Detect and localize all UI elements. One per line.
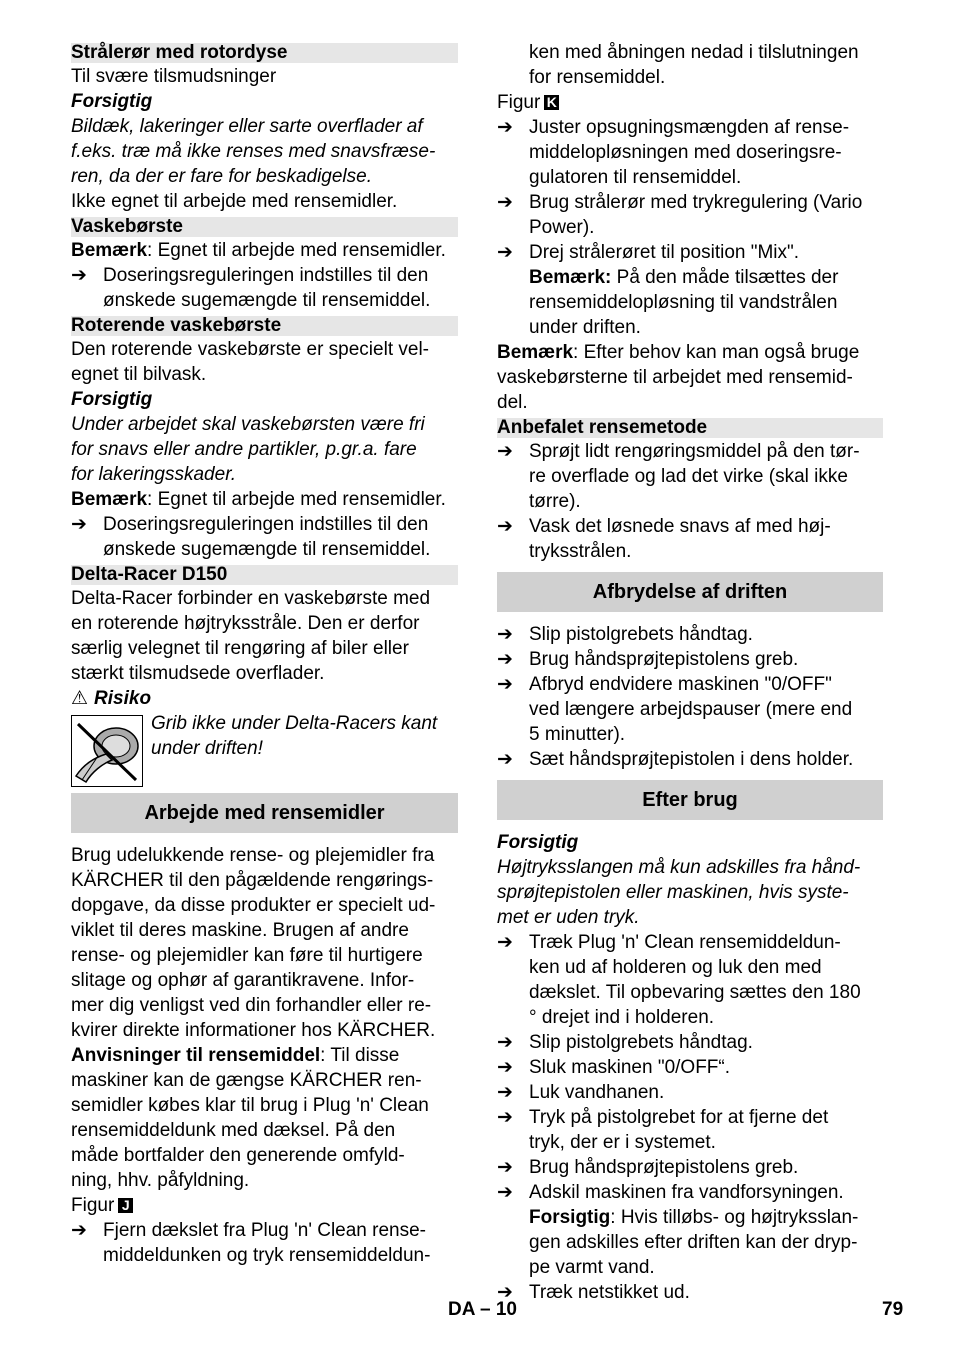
paragraph: Ikke egnet til arbejde med rensemidler. — [71, 191, 398, 212]
page-number: 79 — [882, 1299, 904, 1320]
section-heading-roterende: Roterende vaskebørste — [71, 316, 458, 336]
arrow-icon: ➔ — [497, 242, 513, 263]
step-text: Juster opsugningsmængden af rense- — [529, 117, 850, 138]
arrow-icon: ➔ — [497, 192, 513, 213]
note — [71, 238, 458, 263]
paragraph: rensemiddeldunk med dæksel. På den — [71, 1120, 396, 1141]
section-heading-rotordyse: Strålerør med rotordyse — [71, 43, 458, 63]
figure-label: Figur — [71, 1195, 115, 1216]
footer-section-label: DA – 10 — [448, 1299, 517, 1320]
arrow-icon: ➔ — [71, 1220, 87, 1241]
step-text: tryksstrålen. — [529, 541, 632, 562]
caution-text: sprøjtepistolen eller maskinen, hvis syste- — [497, 882, 849, 903]
section-heading-rensemetode: Anbefalet rensemetode — [497, 418, 883, 438]
note-text: : Egnet til arbejde med rensemidler. — [147, 240, 446, 261]
arrow-icon: ➔ — [71, 265, 87, 286]
caution-text: f.eks. træ må ikke renses med snavsfræse- — [71, 141, 436, 162]
step-text: dækslet. Til opbevaring sættes den 180 — [529, 982, 861, 1003]
arrow-icon: ➔ — [497, 1282, 513, 1303]
step-text: ° drejet ind i holderen. — [529, 1007, 715, 1028]
step-text: ønskede sugemængde til rensemiddel. — [103, 290, 431, 311]
paragraph: Til svære tilsmudsninger — [71, 66, 277, 87]
step-text: ken ud af holderen og luk den med — [529, 957, 822, 978]
paragraph: rense- og plejemidler kan føre til hurtigere — [71, 945, 423, 966]
step-text: Luk vandhanen. — [529, 1082, 665, 1103]
step-text: pe varmt vand. — [529, 1257, 655, 1278]
step-text: Træk netstikket ud. — [529, 1282, 690, 1303]
note-text: På den måde tilsættes der — [611, 267, 839, 288]
arrow-icon: ➔ — [497, 674, 513, 695]
paragraph: en roterende højtryksstråle. Den er derfor — [71, 613, 420, 634]
step-text: 5 minutter). — [529, 724, 626, 745]
step-text: Adskil maskinen fra vandforsyningen. — [529, 1182, 844, 1203]
step-item — [497, 622, 883, 647]
caution-text: for lakeringsskader. — [71, 464, 237, 485]
caution-text: Højtryksslangen må kun adskilles fra hånd- — [497, 857, 861, 878]
caution-text: Bildæk, lakeringer eller sarte overflader af — [71, 116, 423, 137]
step-text: tørre). — [529, 491, 581, 512]
step-item — [497, 1155, 883, 1180]
arrow-icon: ➔ — [497, 1107, 513, 1128]
figure-letter-badge: K — [544, 95, 559, 110]
step-item — [71, 512, 458, 562]
step-text: tryk, der er i systemet. — [529, 1132, 716, 1153]
step-text: gen adskilles efter driften kan der dryp- — [529, 1232, 858, 1253]
caution-label: Forsigtig — [529, 1207, 611, 1228]
paragraph: kvirer direkte informationer hos KÄRCHER. — [71, 1020, 436, 1041]
note-label: Bemærk: — [529, 267, 612, 288]
step-text: gulatoren til rensemiddel. — [529, 167, 742, 188]
caution-label: Forsigtig — [71, 389, 153, 410]
step-item — [497, 672, 883, 747]
arrow-icon: ➔ — [497, 1032, 513, 1053]
section-heading-efter-brug: Efter brug — [497, 780, 883, 820]
paragraph: KÄRCHER til den pågældende rengørings- — [71, 870, 434, 891]
note — [497, 340, 883, 365]
arrow-icon: ➔ — [497, 1057, 513, 1078]
step-text: Slip pistolgrebets håndtag. — [529, 624, 753, 645]
paragraph: Delta-Racer forbinder en vaskebørste med — [71, 588, 431, 609]
risk-text: Grib ikke under Delta-Racers kant — [151, 713, 438, 734]
paragraph: Den roterende vaskebørste er specielt vel- — [71, 339, 429, 360]
paragraph: mer dig venligst ved din forhandler eller re- — [71, 995, 432, 1016]
step-text: Drej strålerøret til position "Mix". — [529, 242, 800, 263]
arrow-icon: ➔ — [497, 1182, 513, 1203]
step-text: Vask det løsnede snavs af med høj- — [529, 516, 831, 537]
step-text: middeldunken og tryk rensemiddeldun- — [103, 1245, 431, 1266]
step-text: Sluk maskinen "0/OFF“. — [529, 1057, 731, 1078]
paragraph: måde bortfalder den generende omfyld- — [71, 1145, 405, 1166]
risk-text: under driften! — [151, 738, 263, 759]
step-item — [71, 1218, 458, 1268]
paragraph: viklet til deres maskine. Brugen af andre — [71, 920, 409, 941]
step-text: ved længere arbejdspauser (mere end — [529, 699, 853, 720]
step-text: ønskede sugemængde til rensemiddel. — [103, 539, 431, 560]
arrow-icon: ➔ — [497, 441, 513, 462]
step-item — [497, 240, 883, 340]
caution-label: Forsigtig — [497, 832, 579, 853]
note-text: : Efter behov kan man også bruge — [573, 342, 860, 363]
paragraph: maskiner kan de gængse KÄRCHER ren- — [71, 1070, 422, 1091]
step-item — [497, 115, 883, 190]
arrow-icon: ➔ — [497, 749, 513, 770]
risk-heading — [71, 686, 458, 711]
arrow-icon: ➔ — [497, 516, 513, 537]
caution-text: ren, da der er fare for beskadigelse. — [71, 166, 373, 187]
step-item — [497, 514, 883, 564]
caution-text: met er uden tryk. — [497, 907, 640, 928]
paragraph: del. — [497, 392, 528, 413]
section-heading-afbrydelse: Afbrydelse af driften — [497, 572, 883, 612]
figure-reference — [497, 90, 883, 115]
step-text: Brug håndsprøjtepistolens greb. — [529, 649, 799, 670]
paragraph: særlig velegnet til rengøring af biler eller — [71, 638, 409, 659]
arrow-icon: ➔ — [497, 117, 513, 138]
arrow-icon: ➔ — [497, 1157, 513, 1178]
arrow-icon: ➔ — [497, 1082, 513, 1103]
note-text: : Egnet til arbejde med rensemidler. — [147, 489, 446, 510]
note-label: Bemærk — [497, 342, 574, 363]
advice-text: : Til disse — [320, 1045, 400, 1066]
caution-text: Under arbejdet skal vaskebørsten være fri — [71, 414, 425, 435]
arrow-icon: ➔ — [497, 624, 513, 645]
section-heading-rensemidler: Arbejde med rensemidler — [71, 793, 458, 833]
step-text: Afbryd endvidere maskinen "0/OFF" — [529, 674, 832, 695]
brush-hand-icon — [72, 716, 142, 786]
step-item — [497, 439, 883, 514]
step-text: Slip pistolgrebets håndtag. — [529, 1032, 753, 1053]
paragraph: egnet til bilvask. — [71, 364, 207, 385]
step-text: Fjern dækslet fra Plug 'n' Clean rense- — [103, 1220, 427, 1241]
arrow-icon: ➔ — [497, 932, 513, 953]
paragraph: stærkt tilsmudsede overflader. — [71, 663, 325, 684]
step-item — [497, 1030, 883, 1055]
step-continuation: for rensemiddel. — [529, 67, 666, 88]
arrow-icon: ➔ — [71, 514, 87, 535]
step-text: under driften. — [529, 317, 641, 338]
step-item — [497, 747, 883, 772]
step-item — [497, 1055, 883, 1080]
right-column — [497, 40, 883, 1305]
caution-text: : Hvis tilløbs- og højtryksslan- — [610, 1207, 859, 1228]
figure-label: Figur — [497, 92, 541, 113]
caution-label: Forsigtig — [71, 91, 153, 112]
figure-reference — [71, 1193, 458, 1218]
brush-hand-illustration — [71, 715, 143, 787]
step-caution — [529, 1205, 883, 1230]
risk-block — [71, 711, 458, 787]
risk-label: Risiko — [94, 688, 152, 709]
step-text: rensemiddelopløsning til vandstrålen — [529, 292, 838, 313]
step-text: Brug strålerør med trykregulering (Vario — [529, 192, 863, 213]
step-item — [497, 1280, 883, 1305]
step-item — [497, 1105, 883, 1155]
step-item — [497, 930, 883, 1030]
step-text: Power). — [529, 217, 595, 238]
step-item — [497, 647, 883, 672]
caution-text: for snavs eller andre partikler, p.gr.a. fare — [71, 439, 417, 460]
paragraph: semidler købes klar til brug i Plug 'n' Clean — [71, 1095, 429, 1116]
paragraph: slitage og ophør af garantikravene. Infor- — [71, 970, 415, 991]
step-text: middelopløsningen med doseringsre- — [529, 142, 842, 163]
arrow-icon: ➔ — [497, 649, 513, 670]
figure-letter-badge: J — [118, 1198, 133, 1213]
step-item — [497, 1180, 883, 1280]
advice — [71, 1043, 458, 1068]
paragraph: Brug udelukkende rense- og plejemidler fra — [71, 845, 435, 866]
risk-text-block — [151, 711, 437, 761]
note — [71, 487, 458, 512]
step-item — [71, 263, 458, 313]
step-text: Doseringsreguleringen indstilles til den — [103, 514, 429, 535]
step-text: Træk Plug 'n' Clean rensemiddeldun- — [529, 932, 841, 953]
step-text: Brug håndsprøjtepistolens greb. — [529, 1157, 799, 1178]
paragraph: vaskebørsterne til arbejdet med rensemid- — [497, 367, 853, 388]
step-text: re overflade og lad det virke (skal ikke — [529, 466, 848, 487]
warning-icon: ⚠ — [71, 688, 89, 709]
note-label: Bemærk — [71, 240, 148, 261]
step-note — [529, 265, 883, 290]
step-continuation: ken med åbningen nedad i tilslutningen — [529, 42, 859, 63]
note-label: Bemærk — [71, 489, 148, 510]
step-text: Doseringsreguleringen indstilles til den — [103, 265, 429, 286]
left-column — [71, 40, 458, 1268]
step-text: Tryk på pistolgrebet for at fjerne det — [529, 1107, 829, 1128]
advice-label: Anvisninger til rensemiddel — [71, 1045, 321, 1066]
step-text: Sæt håndsprøjtepistolen i dens holder. — [529, 749, 854, 770]
section-heading-delta-racer: Delta-Racer D150 — [71, 565, 458, 585]
step-item — [497, 190, 883, 240]
step-text: Sprøjt lidt rengøringsmiddel på den tør- — [529, 441, 860, 462]
step-item — [497, 1080, 883, 1105]
paragraph: ning, hhv. påfyldning. — [71, 1170, 250, 1191]
section-heading-vaskeborste: Vaskebørste — [71, 217, 458, 237]
paragraph: dopgave, da disse produkter er specielt ud- — [71, 895, 436, 916]
